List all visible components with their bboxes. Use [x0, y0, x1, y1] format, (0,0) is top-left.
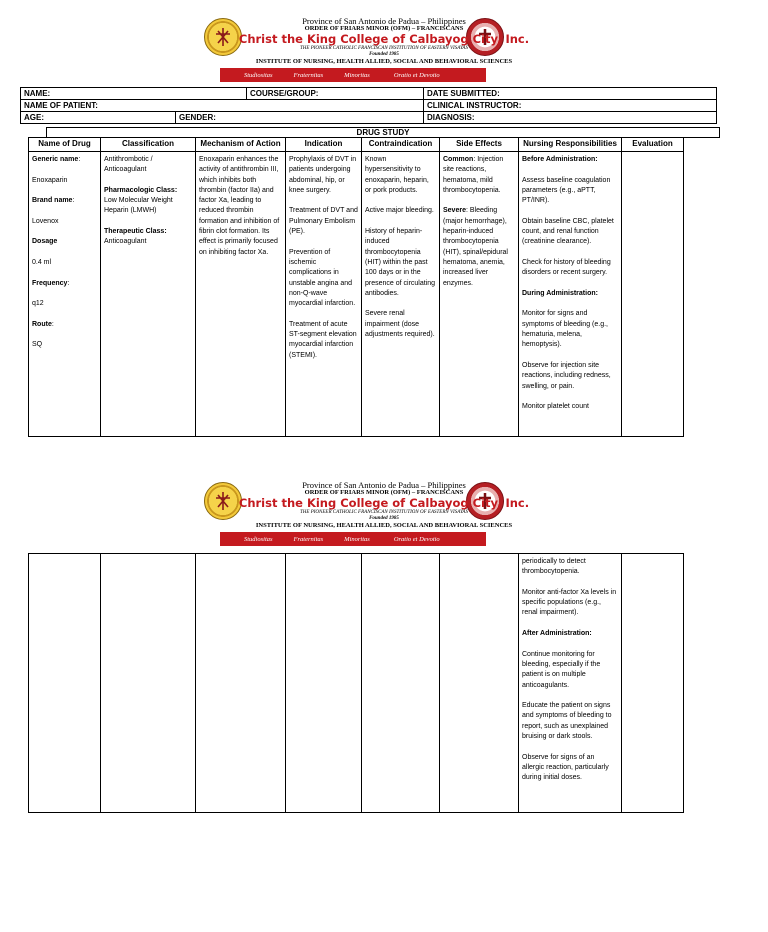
college-name: Christ the King College of Calbayog City, Inc.	[238, 496, 530, 510]
age-field[interactable]: AGE:	[21, 112, 176, 124]
after-administration-label: After Administration	[522, 630, 590, 638]
nursing-item: Monitor for signs and symptoms of bleeding (e.g., hematuria, melena, hemoptysis).	[522, 310, 608, 349]
pioneer-line: THE PIONEER CATHOLIC FRANCISCAN INSTITUTION OF EASTERN VISAYAS	[300, 510, 468, 515]
indication-item: Treatment of acute ST-segment elevation myocardial infarction (STEMI).	[289, 320, 357, 359]
empty-cell	[29, 554, 101, 813]
college-name: Christ the King College of Calbayog City, Inc.	[238, 32, 530, 46]
column-header: Classification	[101, 138, 196, 152]
therapeutic-class-label: Therapeutic Class	[104, 228, 165, 236]
during-administration-label: During Administration	[522, 289, 596, 297]
column-header: Mechanism of Action	[196, 138, 286, 152]
order-line: ORDER OF FRIARS MINOR (OFM) – FRANCISCANS	[304, 489, 464, 496]
motto: Minoritas	[344, 535, 370, 543]
common-label: Common	[443, 156, 474, 163]
clinical-instructor-field[interactable]: CLINICAL INSTRUCTOR:	[424, 100, 717, 112]
nursing-item: Obtain baseline CBC, platelet count, and renal function (creatinine clearance).	[522, 217, 614, 246]
empty-cell	[362, 554, 440, 813]
drug-study-title: DRUG STUDY	[46, 127, 720, 138]
name-of-drug-cell: Generic name: Enoxaparin Brand name: Lovenox Dosage 0.4 ml Frequency: q12 Route: SQ	[29, 152, 101, 437]
evaluation-cell[interactable]	[622, 554, 684, 813]
pioneer-line: THE PIONEER CATHOLIC FRANCISCAN INSTITUTION OF EASTERN VISAYAS	[300, 46, 468, 51]
motto: Studiositas	[244, 71, 273, 79]
drug-study-table	[28, 137, 684, 437]
generic-name: Enoxaparin	[32, 176, 68, 184]
page1-header	[0, 16, 768, 86]
mechanism-text: Enoxaparin enhances the activity of antithrombin III, which inhibits both thrombin (factor IIa) and factor Xa, leading to reduced thrombin formation and inhibition of fibrin clot formation. Its effect is primarily focused on inhibiting factor Xa.	[199, 156, 280, 256]
empty-cell	[101, 554, 196, 813]
motto: Studiositas	[244, 535, 273, 543]
province-line: Province of San Antonio de Padua – Philippines	[302, 16, 466, 26]
date-submitted-field[interactable]: DATE SUBMITTED:	[424, 88, 717, 100]
motto: Oratio et Devotio	[393, 71, 440, 79]
pharmacologic-class: Low Molecular Weight Heparin (LMWH)	[104, 197, 173, 215]
nursing-item: periodically to detect thrombocytopenia.	[522, 558, 586, 576]
motto: Fraternitas	[293, 71, 324, 79]
patient-name-field[interactable]: NAME OF PATIENT:	[21, 100, 424, 112]
nursing-item: Observe for signs of an allergic reaction, particularly during initial doses.	[522, 753, 609, 782]
nursing-item: Educate the patient on signs and symptoms of bleeding to report, such as unexplained bruising or dark stools.	[522, 702, 612, 741]
indication-item: Prevention of ischemic complications in unstable angina and non-Q-wave myocardial infarction.	[289, 248, 356, 308]
motto-band	[220, 68, 486, 82]
brand-name: Lovenox	[32, 217, 59, 225]
motto: Oratio et Devotio	[393, 535, 440, 543]
frequency-label: Frequency	[32, 279, 68, 287]
mechanism-cell	[196, 152, 286, 437]
contraindication-item: Severe renal impairment (dose adjustments required).	[365, 310, 435, 339]
classification-main: Antithrombotic / Anticoagulant	[104, 156, 153, 174]
nursing-item: Check for history of bleeding disorders or recent surgery.	[522, 258, 611, 277]
founded-line: Founded 1985	[369, 52, 399, 57]
province-line: Province of San Antonio de Padua – Philippines	[302, 480, 466, 490]
contraindication-item: Active major bleeding.	[365, 207, 434, 215]
empty-cell	[196, 554, 286, 813]
nursing-responsibilities-cell: periodically to detect thrombocytopenia. Monitor anti-factor Xa levels in specific populations (e.g., renal impairment). After Administration: Continue monitoring for bleeding, especially if the patient is on multiple anticoagulants. Educate the patient on signs and symptoms of bleeding to report, such as unexplained bruising or dark stools. Observe for signs of an allergic reaction, particularly during initial doses.	[519, 554, 622, 813]
indication-item: Treatment of DVT and Pulmonary Embolism (PE).	[289, 207, 358, 236]
nursing-item: Observe for injection site reactions, including redness, swelling, or pain.	[522, 361, 611, 390]
founded-line: Founded 1985	[369, 516, 399, 521]
motto: Fraternitas	[293, 535, 324, 543]
motto: Minoritas	[344, 71, 370, 79]
severe-label: Severe	[443, 207, 466, 215]
column-header: Indication	[286, 138, 362, 152]
nursing-item: Assess baseline coagulation parameters (e.g., aPTT, PT/INR).	[522, 176, 611, 205]
dosage-label: Dosage	[32, 238, 58, 246]
brand-name-label: Brand name	[32, 197, 73, 205]
frequency-value: q12	[32, 300, 44, 308]
generic-name-label: Generic name	[32, 156, 79, 163]
course-field[interactable]: COURSE/GROUP:	[247, 88, 424, 100]
column-header: Nursing Responsibilities	[519, 138, 622, 152]
column-header: Contraindication	[362, 138, 440, 152]
common-side-effects: Injection site reactions, hematoma, mild thrombocytopenia.	[443, 156, 504, 194]
contraindication-cell	[362, 152, 440, 437]
empty-cell	[440, 554, 519, 813]
indication-item: Prophylaxis of DVT in patients undergoing abdominal, hip, or knee surgery.	[289, 156, 357, 194]
student-info-table	[20, 87, 717, 124]
column-header: Evaluation	[622, 138, 684, 152]
institute-line: INSTITUTE OF NURSING, HEALTH ALLIED, SOCIAL AND BEHAVIORAL SCIENCES	[255, 522, 513, 529]
side-effects-cell: Common: Injection site reactions, hematoma, mild thrombocytopenia. Severe: Bleeding (major hemorrhage), heparin-induced thrombocytopenia (HIT), spinal/epidural hematoma, anemia, increased liver enzymes.	[440, 152, 519, 437]
institute-line: INSTITUTE OF NURSING, HEALTH ALLIED, SOCIAL AND BEHAVIORAL SCIENCES	[255, 58, 513, 65]
name-field[interactable]: NAME:	[21, 88, 247, 100]
order-line: ORDER OF FRIARS MINOR (OFM) – FRANCISCANS	[304, 25, 464, 32]
indication-cell	[286, 152, 362, 437]
route-label: Route	[32, 320, 52, 328]
gender-field[interactable]: GENDER:	[176, 112, 424, 124]
classification-cell: Antithrombotic / Anticoagulant Pharmacologic Class: Low Molecular Weight Heparin (LMWH) Therapeutic Class: Anticoagulant	[101, 152, 196, 437]
nursing-responsibilities-cell: Before Administration: Assess baseline coagulation parameters (e.g., aPTT, PT/INR). Obtain baseline CBC, platelet count, and renal function (creatinine clearance). Check for history of bleeding disorders or recent surgery. During Administration: Monitor for signs and symptoms of bleeding (e.g., hematuria, melena, hemoptysis). Observe for injection site reactions, including redness, swelling, or pain. Monitor platelet count	[519, 152, 622, 437]
nursing-item: Monitor anti-factor Xa levels in specific populations (e.g., renal impairment).	[522, 588, 617, 617]
motto-band	[220, 532, 486, 546]
drug-study-table-continued	[28, 553, 684, 813]
pharmacologic-class-label: Pharmacologic Class	[104, 186, 175, 194]
before-administration-label: Before Administration	[522, 156, 596, 163]
table-row	[29, 554, 684, 813]
column-header-row	[29, 138, 684, 152]
empty-cell	[286, 554, 362, 813]
table-row	[29, 152, 684, 437]
route-value: SQ	[32, 341, 43, 349]
contraindication-item: History of heparin-induced thrombocytopenia (HIT) within the past 100 days or in the presence of circulating antibodies.	[365, 228, 436, 297]
severe-side-effects: Bleeding (major hemorrhage), heparin-induced thrombocytopenia (HIT), spinal/epidural hematoma, anemia, increased liver enzymes.	[443, 207, 508, 287]
nursing-item: Continue monitoring for bleeding, especially if the patient is on multiple anticoagulants.	[522, 650, 601, 689]
nursing-item: Monitor platelet count	[522, 403, 589, 411]
column-header: Name of Drug	[29, 138, 101, 152]
dosage-value: 0.4 ml	[32, 258, 52, 266]
evaluation-cell[interactable]	[622, 152, 684, 437]
page2-header	[0, 480, 768, 550]
contraindication-item: Known hypersensitivity to enoxaparin, heparin, or pork products.	[365, 156, 429, 194]
therapeutic-class: Anticoagulant	[104, 238, 147, 246]
diagnosis-field[interactable]: DIAGNOSIS:	[424, 112, 717, 124]
column-header: Side Effects	[440, 138, 519, 152]
